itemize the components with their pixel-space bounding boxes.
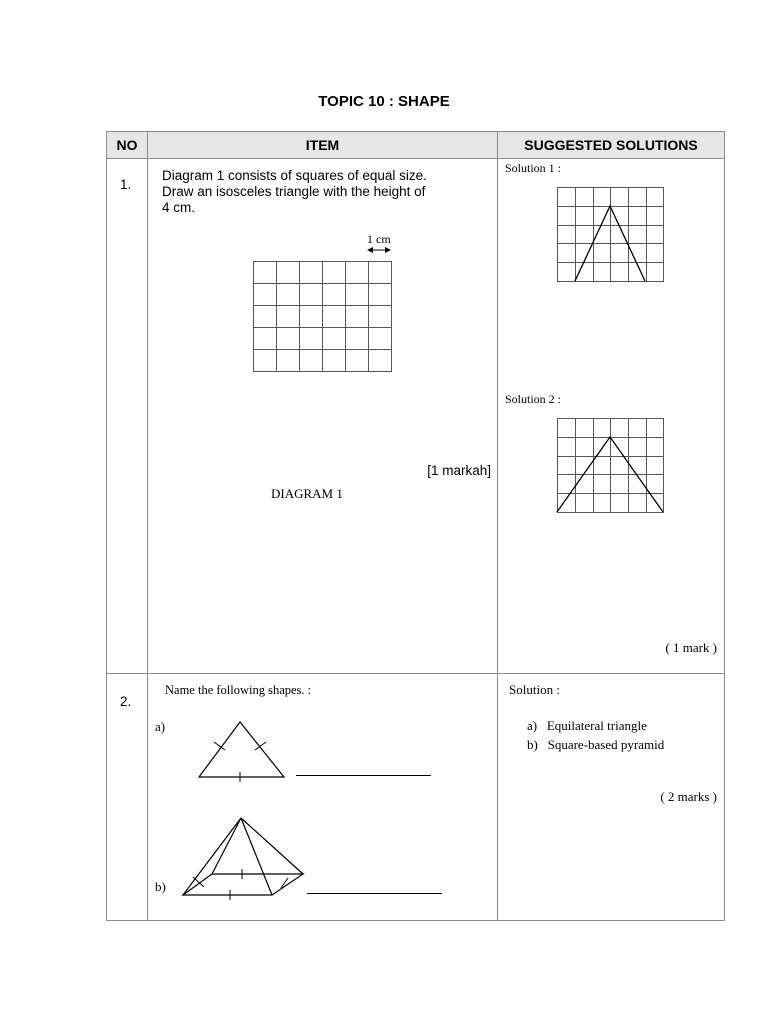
q2-answer-a-text: Equilateral triangle xyxy=(546,718,647,733)
page-title: TOPIC 10 : SHAPE xyxy=(318,93,450,110)
question-row-1 xyxy=(107,159,725,674)
q1-solution-cell xyxy=(498,159,725,674)
question-table xyxy=(106,131,725,921)
q2-solution-label: Solution : xyxy=(509,682,560,697)
part-b-label: b) xyxy=(155,879,166,894)
q1-text-line2: Draw an isosceles triangle with the height of xyxy=(162,184,426,199)
q2-number: 2. xyxy=(120,694,132,709)
q2-solution-marks: ( 2 marks ) xyxy=(660,789,717,804)
solution1-grid-diagram xyxy=(557,187,665,283)
part-a-label: a) xyxy=(155,719,166,734)
q1-grid-diagram xyxy=(253,261,393,373)
q2-prompt: Name the following shapes. : xyxy=(165,683,312,697)
answer-line-b[interactable] xyxy=(307,893,442,894)
header-item: ITEM xyxy=(148,132,498,159)
q1-number: 1. xyxy=(120,177,132,192)
q2-answer-b xyxy=(527,735,664,754)
q2-solution-cell xyxy=(498,674,725,921)
q2-answer-list xyxy=(527,716,664,754)
equilateral-triangle-icon xyxy=(198,720,288,784)
q2-number-cell xyxy=(107,674,148,921)
header-no: NO xyxy=(107,132,148,159)
solution1-label: Solution 1 : xyxy=(505,161,562,175)
diagram-caption: DIAGRAM 1 xyxy=(271,486,343,501)
header-row xyxy=(107,132,725,159)
q2-item-cell xyxy=(148,674,498,921)
scale-arrow-icon xyxy=(367,246,391,254)
q1-item-marks: [1 markah] xyxy=(427,463,491,478)
q2-answer-b-letter: b) xyxy=(527,737,538,752)
solution2-grid-diagram xyxy=(557,418,665,514)
answer-line-a[interactable] xyxy=(296,775,431,776)
question-row-2 xyxy=(107,674,725,921)
solution2-label: Solution 2 : xyxy=(505,392,562,406)
scale-label: 1 cm xyxy=(367,232,391,246)
q2-answer-a-letter: a) xyxy=(527,718,538,733)
q1-text-line1: Diagram 1 consists of squares of equal size. xyxy=(162,168,427,183)
q1-solution-marks: ( 1 mark ) xyxy=(665,640,717,655)
q2-answer-a xyxy=(527,716,664,735)
q1-number-cell xyxy=(107,159,148,674)
square-pyramid-icon xyxy=(182,816,306,904)
header-solutions: SUGGESTED SOLUTIONS xyxy=(498,132,725,159)
q2-answer-b-text: Square-based pyramid xyxy=(547,737,665,752)
q1-text-line3: 4 cm. xyxy=(162,200,196,215)
q1-item-cell xyxy=(148,159,498,674)
